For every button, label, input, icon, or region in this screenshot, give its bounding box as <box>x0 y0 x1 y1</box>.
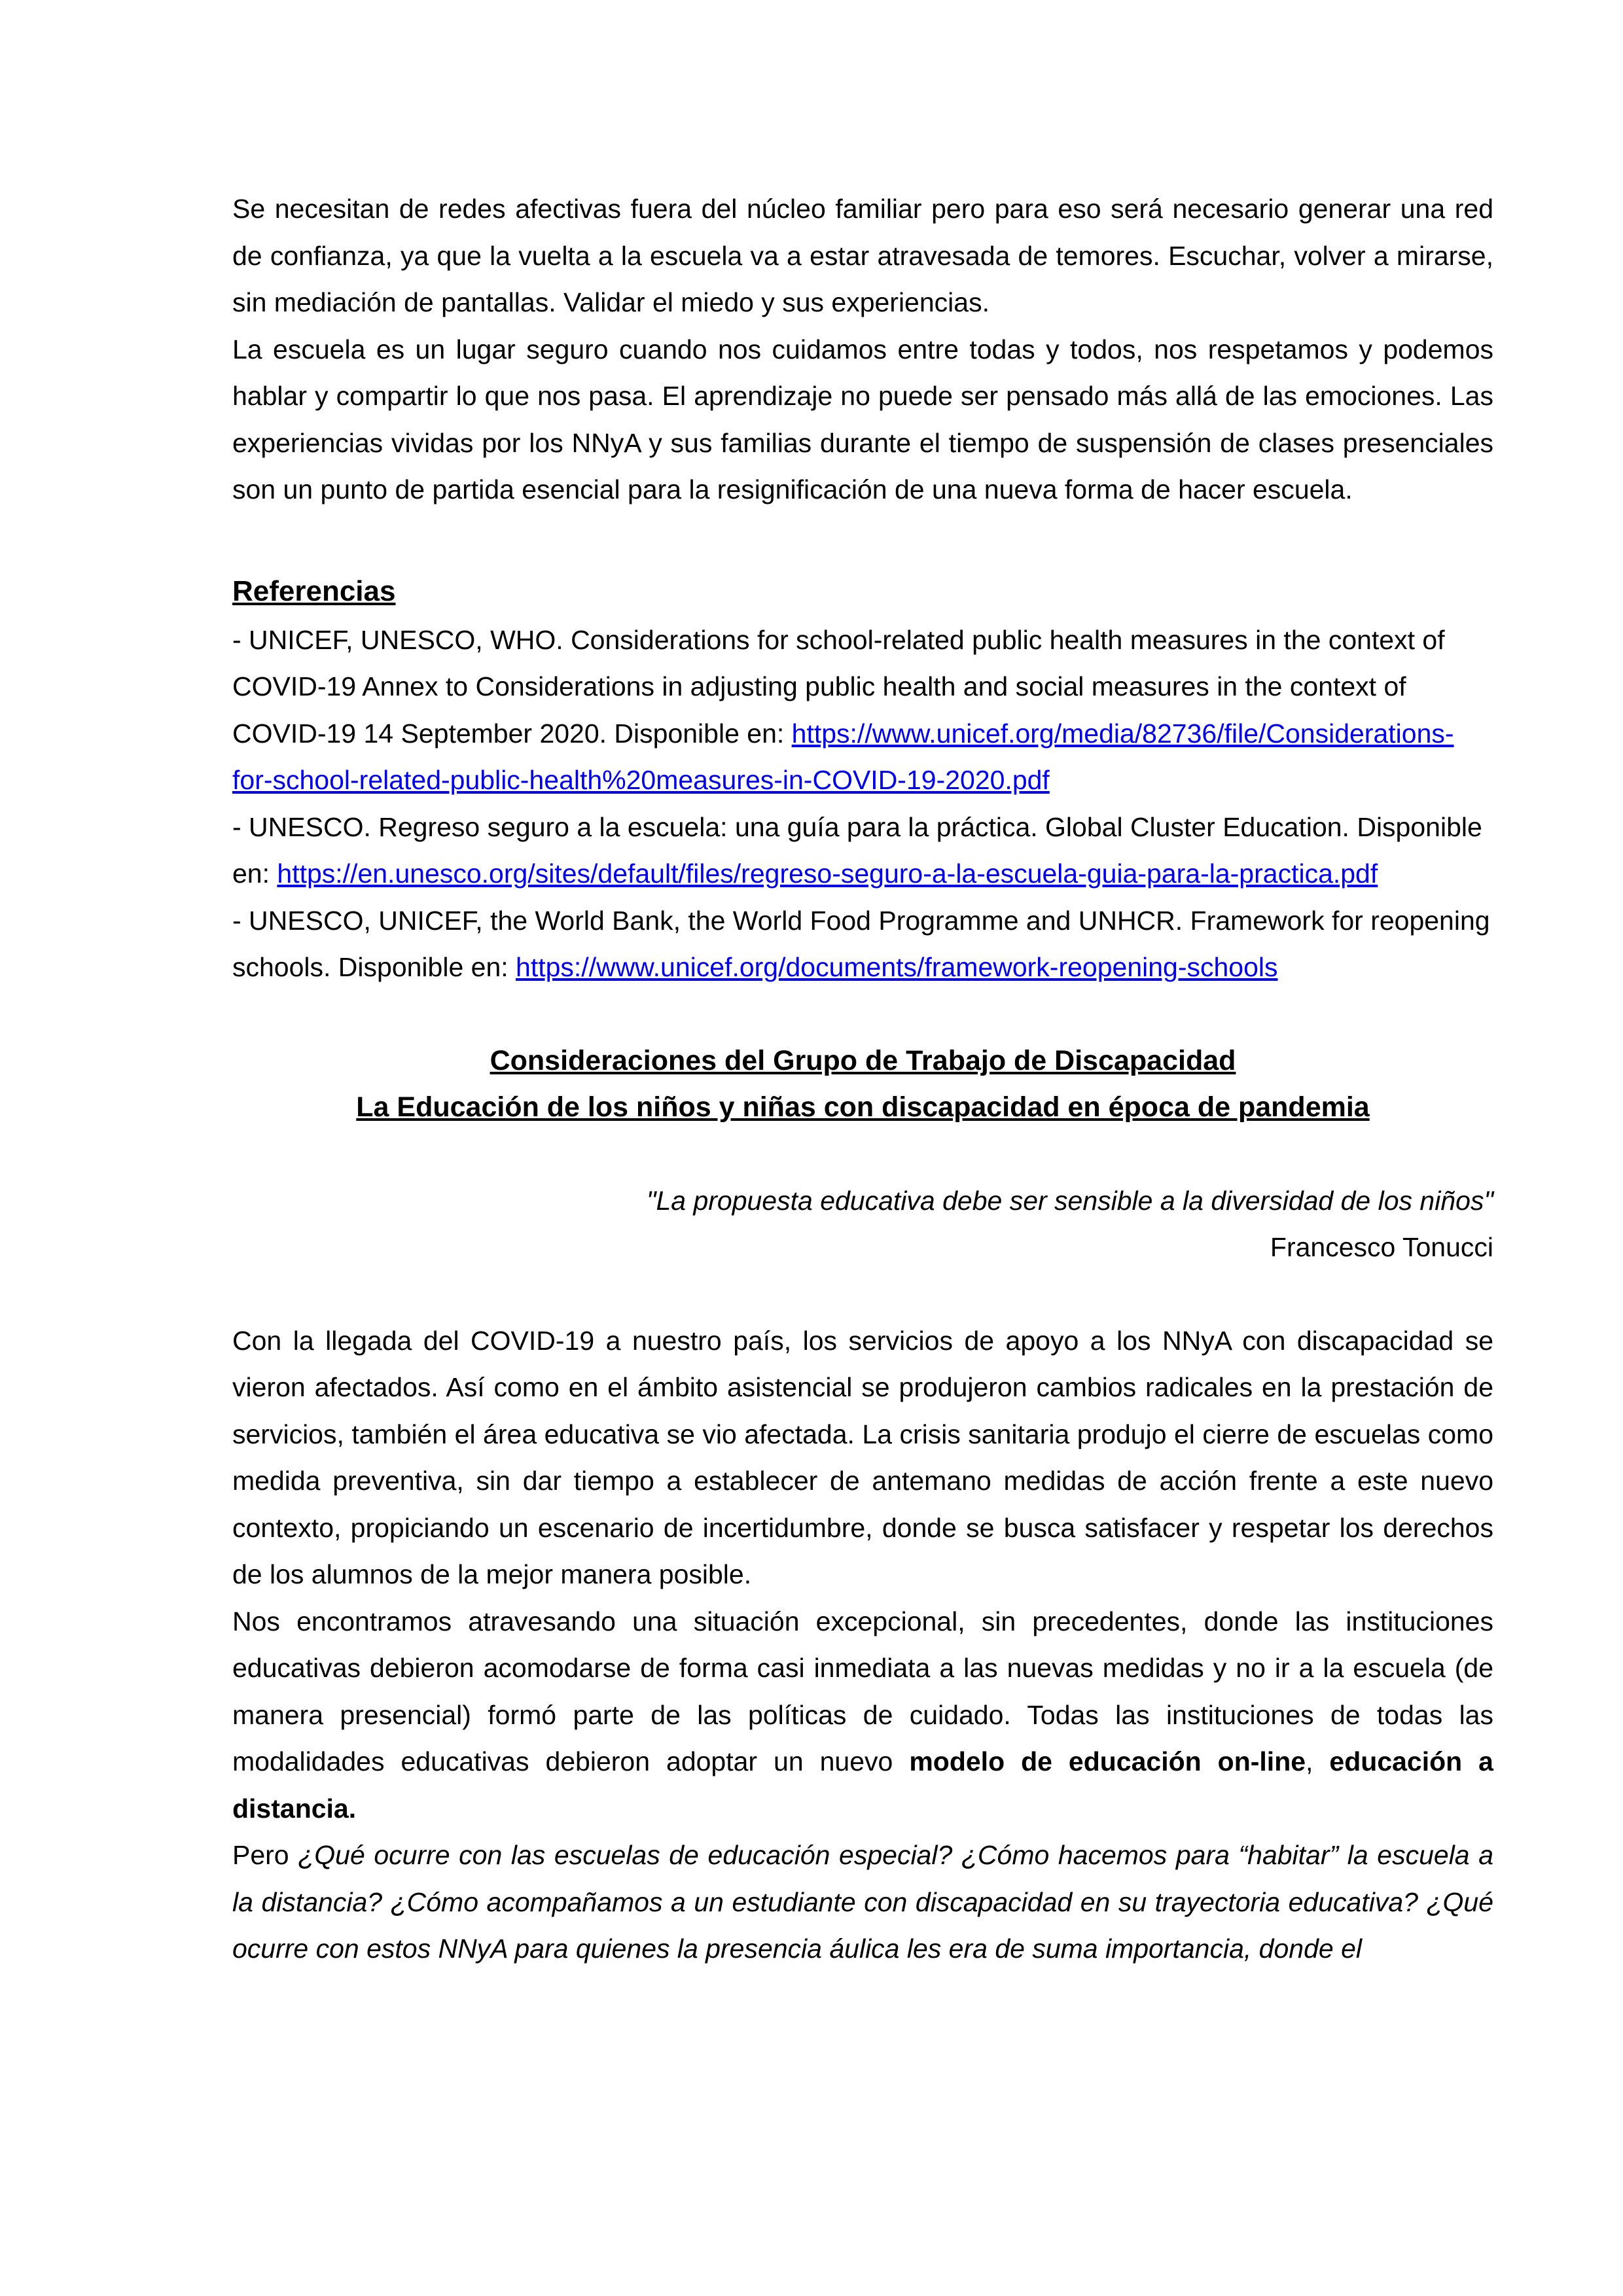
body-paragraph-2 <box>232 1598 1493 1833</box>
spacer <box>232 514 1493 566</box>
epigraph-author: Francesco Tonucci <box>1270 1232 1493 1262</box>
reference-item <box>232 617 1493 804</box>
reference-link[interactable]: https://www.unicef.org/documents/framework-reopening-schools <box>516 952 1278 982</box>
spacer <box>232 991 1493 1038</box>
spacer <box>232 1271 1493 1318</box>
reference-item <box>232 804 1493 898</box>
epigraph <box>232 1178 1493 1225</box>
reference-link[interactable]: https://en.unesco.org/sites/default/files/regreso-seguro-a-la-escuela-guia-para-la-practica.pdf <box>277 858 1378 889</box>
section-subtitle: La Educación de los niños y niñas con discapacidad en época de pandemia <box>356 1091 1370 1123</box>
body-paragraph-3-questions: ¿Qué ocurre con las escuelas de educación especial? ¿Cómo hacemos para “habitar” la escuela a la distancia? ¿Cómo acompañamos a un estudiante con discapacidad en su trayectoria educativa? ¿Qué ocurre con estos NNyA para quienes la presencia áulica les era de suma importancia, donde el <box>232 1840 1494 1964</box>
reference-text: - UNESCO, UNICEF, the World Bank, the World Food Programme and UNHCR. Framework for reopening schools. Disponible en: <box>232 905 1490 982</box>
spacer <box>232 1131 1493 1178</box>
emphasis-online-model: modelo de educación on-line <box>909 1746 1306 1776</box>
body-paragraph-2-text: Nos encontramos atravesando una situación excepcional, sin precedentes, donde las instituciones educativas debieron acomodarse de forma casi inmediata a las nuevas medidas y no ir a la escuela (de manera presencial) formó parte de las políticas de cuidado. Todas las instituciones de todas las modalidades educativas debieron adoptar un nuevo <box>232 1606 1493 1776</box>
document-page <box>232 186 1493 1973</box>
references-title: Referencias <box>232 574 396 607</box>
reference-item <box>232 898 1493 991</box>
intro-paragraph-2: La escuela es un lugar seguro cuando nos cuidamos entre todas y todos, nos respetamos y podemos hablar y compartir lo que nos pasa. El aprendizaje no puede ser pensado más allá de las emociones. Las experiencias vividas por los NNyA y sus familias durante el tiempo de suspensión de clases presenciales son un punto de partida esencial para la resignificación de una nueva forma de hacer escuela. <box>232 334 1493 504</box>
reference-text: - UNESCO. Regreso seguro a la escuela: una guía para la práctica. Global Cluster Education. Disponible en: <box>232 811 1482 889</box>
body-paragraph-3-lead: Pero <box>232 1840 298 1870</box>
reference-text: - UNICEF, UNESCO, WHO. Considerations for school-related public health measures in the context of COVID-19 Annex to Considerations in adjusting public health and social measures in the context of COVID-19 14 September 2020. Disponible en: <box>232 624 1445 749</box>
intro-paragraph-1: Se necesitan de redes afectivas fuera del núcleo familiar pero para eso será necesario generar una red de confianza, ya que la vuelta a la escuela va a estar atravesada de temores. Escuchar, volver a mirarse, sin mediación de pantallas. Validar el miedo y sus experiencias. <box>232 194 1493 317</box>
reference-link[interactable]: https://www.unicef.org/media/82736/file/Considerations-for-school-related-public-health%20measures-in-COVID-19-2020.pdf <box>232 718 1454 795</box>
epigraph-author-line <box>232 1224 1493 1271</box>
separator: , <box>1306 1746 1330 1776</box>
body-paragraph-3 <box>232 1832 1493 1973</box>
body-paragraph-1: Con la llegada del COVID-19 a nuestro país, los servicios de apoyo a los NNyA con discapacidad se vieron afectados. Así como en el ámbito asistencial se produjeron cambios radicales en la prestación de servicios, también el área educativa se vio afectada. La crisis sanitaria produjo el cierre de escuelas como medida preventiva, sin dar tiempo a establecer de antemano medidas de acción frente a este nuevo contexto, propiciando un escenario de incertidumbre, donde se busca satisfacer y respetar los derechos de los alumnos de la mejor manera posible. <box>232 1325 1493 1589</box>
section-title: Consideraciones del Grupo de Trabajo de Discapacidad <box>490 1044 1236 1076</box>
epigraph-quote: "La propuesta educativa debe ser sensible a la diversidad de los niños" <box>646 1185 1493 1216</box>
emphasis-distance-education: educación a distancia. <box>232 1746 1493 1824</box>
